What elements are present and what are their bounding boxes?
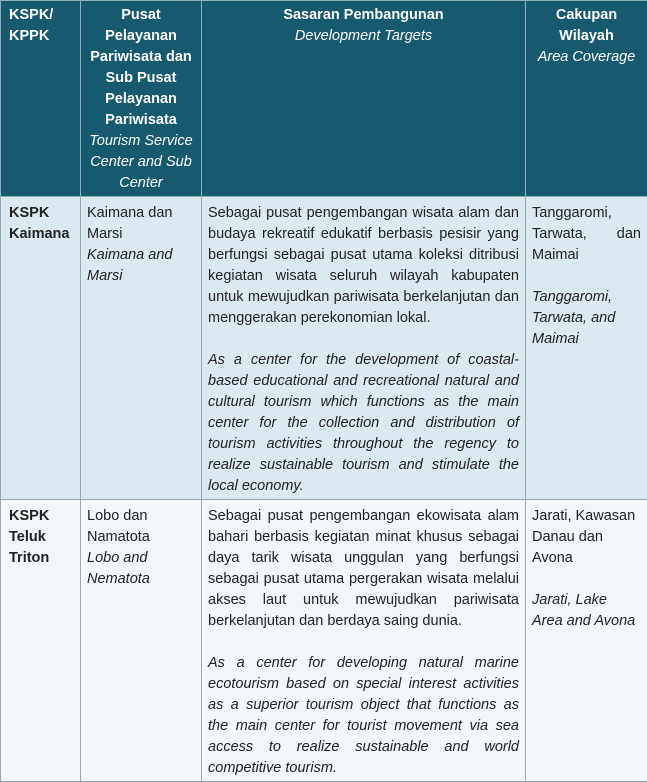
header-development-targets-id: Sasaran Pembangunan (208, 5, 519, 26)
row-development-target-en: As a center for the development of coastal-based educational and recreational natural and cultural tourism which functions as the main center for the collection and distribution of tourism activities throughout the regency to realize sustainable tourism and stimulate the local economy. (208, 350, 519, 497)
row-area-coverage (526, 500, 647, 782)
header-area-coverage-id: Cakupan Wilayah (532, 5, 641, 47)
header-area-coverage-en: Area Coverage (532, 47, 641, 68)
row-area-coverage-en: Tanggaromi, Tarwata, and Maimai (532, 287, 641, 350)
row-development-target-en: As a center for developing natural marine ecotourism based on special interest activities as a superior tourism object that functions as the main center for tourist movement via sea access to realize sustainable and world competitive tourism. (208, 653, 519, 779)
row-service-center-id: Kaimana dan Marsi (87, 203, 195, 245)
row-service-center (81, 500, 202, 782)
header-kspk-label: KSPK/ KPPK (9, 5, 74, 47)
header-area-coverage (526, 1, 647, 197)
table-row (1, 197, 647, 500)
row-area-coverage (526, 197, 647, 500)
table-header-row (1, 1, 647, 197)
row-service-center (81, 197, 202, 500)
row-service-center-id: Lobo dan Namatota (87, 506, 195, 548)
header-service-center-en: Tourism Service Center and Sub Center (87, 131, 195, 194)
row-area-coverage-id: Tanggaromi, Tarwata, dan Maimai (532, 203, 641, 266)
header-kspk (1, 1, 81, 197)
row-area-coverage-id: Jarati, Kawasan Danau dan Avona (532, 506, 641, 569)
row-service-center-en: Lobo and Nematota (87, 548, 195, 590)
row-development-target-id: Sebagai pusat pengembangan ekowisata alam bahari berbasis kegiatan minat khusus sebagai daya tarik wisata unggulan yang berfungsi sebagai pusat utama pergerakan wisata melalui akses laut untuk mewujudkan pariwisata berkelanjutan dan berdaya saing dunia. (208, 506, 519, 632)
row-name: KSPK Teluk Triton (1, 500, 81, 782)
row-service-center-en: Kaimana and Marsi (87, 245, 195, 287)
header-service-center-id: Pusat Pelayanan Pariwisata dan Sub Pusat Pelayanan Pariwisata (87, 5, 195, 131)
row-development-target (202, 500, 526, 782)
header-service-center (81, 1, 202, 197)
row-name: KSPK Kaimana (1, 197, 81, 500)
row-area-coverage-en: Jarati, Lake Area and Avona (532, 590, 641, 632)
header-development-targets-en: Development Targets (208, 26, 519, 47)
row-development-target (202, 197, 526, 500)
table-row (1, 500, 647, 782)
header-development-targets (202, 1, 526, 197)
row-development-target-id: Sebagai pusat pengembangan wisata alam dan budaya rekreatif edukatif berbasis pesisir yang berfungsi sebagai pusat utama koleksi ditribusi kegiatan wisata seluruh wilayah kabupaten untuk mewujudkan pariwisata berkelanjutan dan menggerakan perekonomian lokal. (208, 203, 519, 329)
